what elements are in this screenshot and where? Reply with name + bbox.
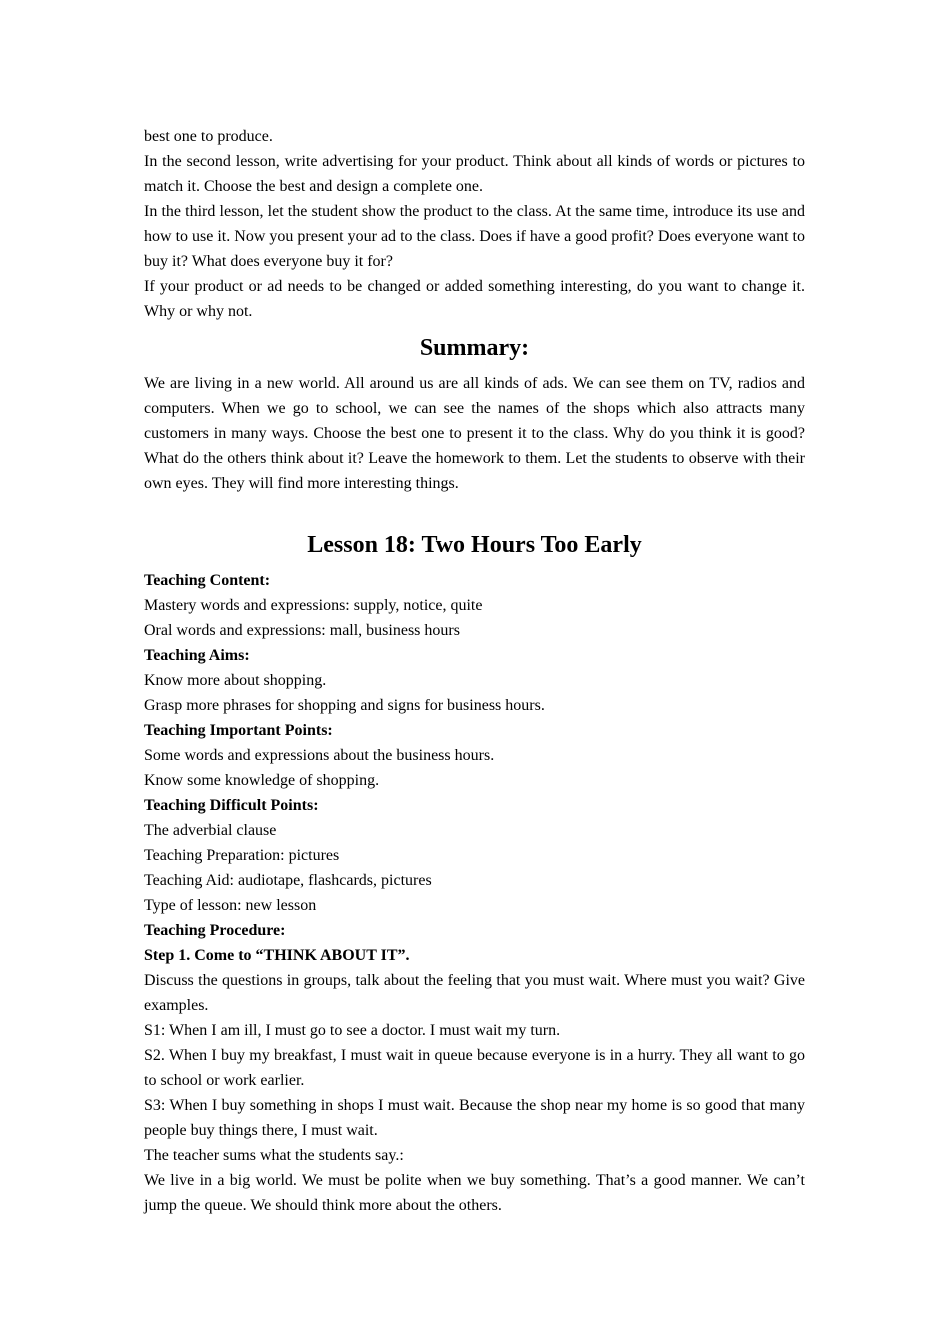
teaching-aims-item: Know more about shopping.	[144, 672, 327, 689]
teaching-content-item: Oral words and expressions: mall, business hours	[144, 622, 460, 639]
teaching-procedure-label: Teaching Procedure:	[144, 922, 286, 939]
student-answer-1: S1: When I am ill, I must go to see a doctor. I must wait my turn.	[144, 1022, 561, 1039]
teaching-preparation: Teaching Preparation: pictures	[144, 847, 340, 864]
difficult-points-item: The adverbial clause	[144, 822, 277, 839]
difficult-points-label: Teaching Difficult Points:	[144, 797, 319, 814]
student-answer-3: S3: When I buy something in shops I must wait. Because the shop near my home is so good that many people buy things there, I must wait.	[144, 1097, 805, 1139]
intro-paragraph-4: If your product or ad needs to be changed or added something interesting, do you want to change it. Why or why not.	[144, 278, 805, 320]
summary-heading: Summary:	[419, 335, 530, 361]
teaching-aid: Teaching Aid: audiotape, flashcards, pictures	[144, 872, 432, 889]
important-points-item: Know some knowledge of shopping.	[144, 772, 380, 789]
summary-paragraph: We are living in a new world. All around us are all kinds of ads. We can see them on TV, radios and computers. When we go to school, we can see the names of the shops which also attracts many customers in many ways. Choose the best one to present it to the class. Why do you think it is good? What do the others think about it? Leave the homework to them. Let the students to observe with their own eyes. They will find more interesting things.	[144, 375, 805, 492]
closing-paragraph: We live in a big world. We must be polite when we buy something. That’s a good manner. We can’t jump the queue. We should think more about the others.	[144, 1172, 805, 1214]
important-points-item: Some words and expressions about the business hours.	[144, 747, 495, 764]
student-answer-2: S2. When I buy my breakfast, I must wait in queue because everyone is in a hurry. They all want to go to school or work earlier.	[144, 1047, 805, 1089]
intro-paragraph-1: best one to produce.	[144, 128, 273, 145]
teacher-summary-line: The teacher sums what the students say.:	[144, 1147, 404, 1164]
intro-paragraph-2: In the second lesson, write advertising for your product. Think about all kinds of words or pictures to match it. Choose the best and design a complete one.	[144, 153, 805, 195]
intro-paragraph-3: In the third lesson, let the student show the product to the class. At the same time, introduce its use and how to use it. Now you present your ad to the class. Does if have a good profit? Does everyone want to buy it? What does everyone buy it for?	[144, 203, 805, 270]
step-1-heading: Step 1. Come to “THINK ABOUT IT”.	[144, 947, 410, 964]
lesson-title: Lesson 18: Two Hours Too Early	[307, 532, 642, 558]
teaching-content-item: Mastery words and expressions: supply, notice, quite	[144, 597, 483, 614]
document-body	[144, 124, 805, 1218]
teaching-aims-label: Teaching Aims:	[144, 647, 250, 664]
lesson-type: Type of lesson: new lesson	[144, 897, 317, 914]
teaching-content-label: Teaching Content:	[144, 572, 271, 589]
teaching-aims-item: Grasp more phrases for shopping and signs for business hours.	[144, 697, 545, 714]
step-1-paragraph: Discuss the questions in groups, talk about the feeling that you must wait. Where must you wait? Give examples.	[144, 972, 805, 1014]
important-points-label: Teaching Important Points:	[144, 722, 333, 739]
